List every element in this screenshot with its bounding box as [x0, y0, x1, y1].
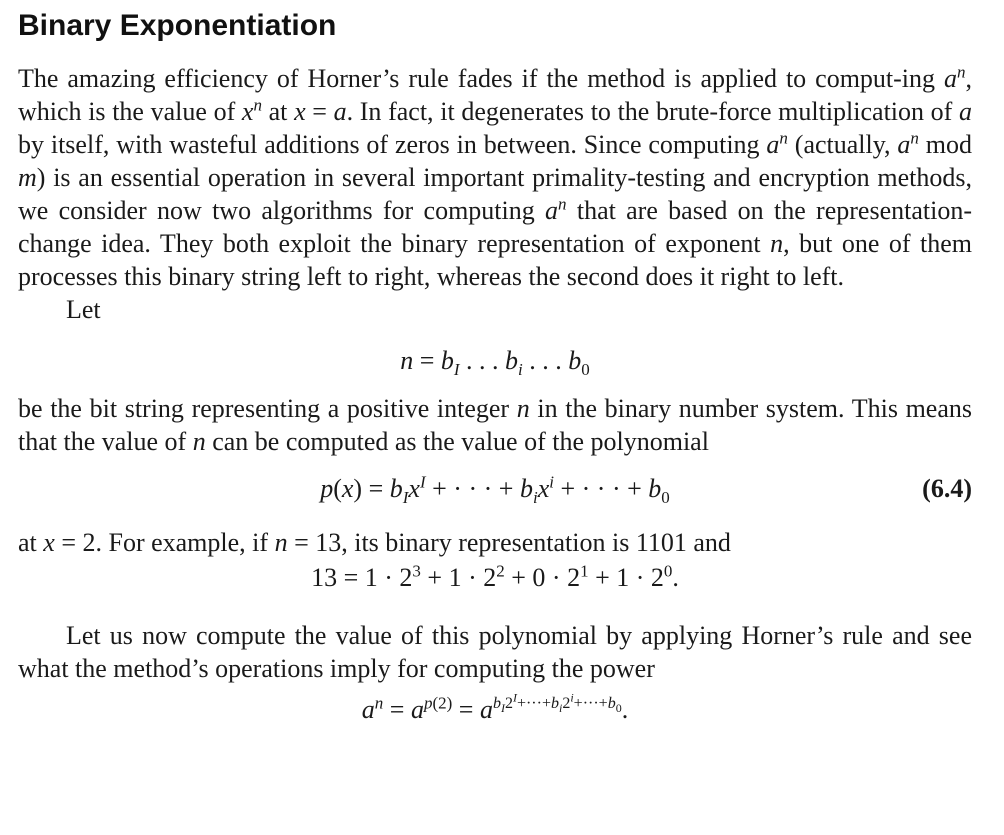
let-line: Let: [66, 295, 101, 324]
paragraph-example: at x = 2. For example, if n = 13, its binary representation is 1101 and: [18, 528, 731, 557]
paragraph-horner: Let us now compute the value of this polynomial by applying Horner’s rule and see what the method’s operations imply for computing the power: [18, 621, 972, 683]
polynomial-equation: $p(x) = b_Ix^I$ + · · · + $b_ix^i$ + · · · + $b_0$ (6.4): [320, 472, 972, 508]
paragraph-intro: The amazing efficiency of Horner’s rule fades if the method is applied to comput-ing $a^n$, which is the value of $x^n$ at x = a. In fact, it degenerates to the brute-force multiplication of a by itself, with wasteful additions of zeros in between. Since computing $a^n$ (actually, $a^n$ mod m) is an essential operation in several important primality-testing and encryption methods, we consider now two algorithms for computing $a^n$ that are based on the representation-change idea. They both exploit the binary representation of exponent n, but one of them processes this binary string left to right, whereas the second does it right to left.: [18, 62, 972, 291]
section-heading: Binary Exponentiation: [18, 9, 337, 42]
paragraph-bit-string: be the bit string representing a positive integer n in the binary number system. This means that the value of n can be computed as the value of the polynomial: [18, 394, 973, 456]
example-expansion-equation: $13 = 1 \cdot 2^3 + 1 \cdot 2^2 + 0 \cdot 2^1 + 1 \cdot 2^0$.: [311, 561, 679, 592]
page: [18, 0, 972, 725]
power-equation: $a^n = a^{p(2)} = a^{b_I2^I+\cdot\cdot\cdot+b_i2^i+\cdot\cdot\cdot+b_0}$.: [361, 691, 629, 724]
equation-number: (6.4): [922, 474, 972, 503]
bit-string-equation: $n = b_I$ . . . $b_i$ . . . $b_0$: [400, 346, 590, 380]
